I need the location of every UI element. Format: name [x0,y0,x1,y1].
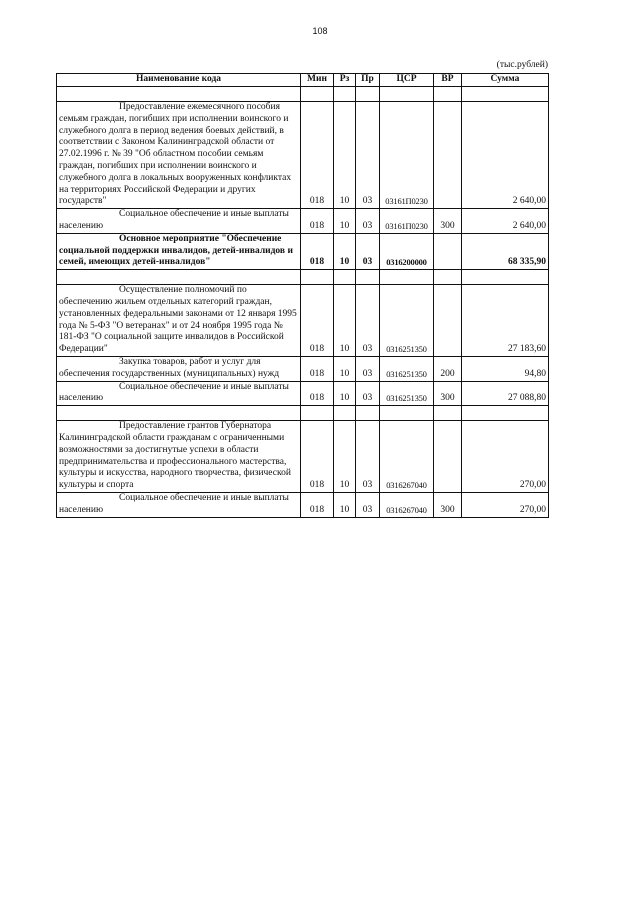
cell-rz: 10 [334,492,356,517]
table-row [57,233,549,269]
cell-sum-empty [462,270,549,285]
row-label: Предоставление ежемесячного пособия семьям граждан, погибших при исполнении воинского и служебного долга в период ведения боевых действий, в соответствии с Законом Калининградской области от 27.02.1996 г. № 39 "Об областном пособии семьям граждан, погибших при исполнении воинского и служебного долга в локальных вооруженных конфликтах на территориях Российской Федерации и других государств" [59,102,292,207]
table-row [57,285,549,357]
table-row [57,356,549,381]
cell-name [57,381,301,406]
page-number: 108 [312,26,328,36]
cell-vr [434,285,462,357]
cell-pr: 03 [356,492,380,517]
table-row [57,209,549,234]
cell-pr: 03 [356,421,380,493]
cell-csr: 0316251350 [380,381,434,406]
cell-name-empty [57,406,301,421]
row-label: Основное мероприятие "Обеспечение социальной поддержки инвалидов, детей-инвалидов и семей, имеющих детей-инвалидов" [59,233,293,268]
cell-sum: 2 640,00 [462,209,549,234]
row-label: Предоставление грантов Губернатора Калининградской области гражданам с ограниченными возможностями за достигнутые успехи в области предпринимательства и профессионального мастерства, культуры и искусства, народного творчества, физической культуры и спорта [59,421,291,491]
header-csr: ЦСР [380,74,434,87]
cell-name-empty [57,87,301,102]
cell-rz-empty [334,270,356,285]
cell-csr: 0316267040 [380,492,434,517]
cell-csr: 0316251350 [380,356,434,381]
spacer-row [57,270,549,285]
cell-csr-empty [380,87,434,102]
header-min: Мин [301,74,334,87]
header-pr: Пр [356,74,380,87]
cell-pr-empty [356,270,380,285]
cell-sum: 68 335,90 [462,233,549,269]
cell-name [57,102,301,209]
cell-rz: 10 [334,102,356,209]
row-label: Социальное обеспечение и иные выплаты населению [59,209,289,231]
cell-sum: 94,80 [462,356,549,381]
cell-min: 018 [301,102,334,209]
cell-sum: 270,00 [462,421,549,493]
row-label: Осуществление полномочий по обеспечению жильем отдельных категорий граждан, установленных федеральными законами от 12 января 1995 года № 5-ФЗ "О ветеранах" и от 24 ноября 1995 года № 181-ФЗ "О социальной защите инвалидов в Российской Федерации" [59,285,297,355]
cell-name-empty [57,270,301,285]
cell-vr [434,421,462,493]
cell-csr-empty [380,406,434,421]
cell-sum-empty [462,406,549,421]
cell-csr: 0316200000 [380,233,434,269]
cell-csr-empty [380,270,434,285]
cell-csr: 03161П0230 [380,102,434,209]
cell-min: 018 [301,209,334,234]
table-header-row [57,74,549,87]
cell-vr-empty [434,87,462,102]
cell-name [57,492,301,517]
spacer-row [57,406,549,421]
table-row [57,492,549,517]
cell-pr: 03 [356,102,380,209]
cell-vr-empty [434,406,462,421]
cell-sum: 27 183,60 [462,285,549,357]
header-name: Наименование кода [57,74,301,87]
cell-name [57,421,301,493]
cell-name [57,356,301,381]
table-row [57,381,549,406]
cell-rz: 10 [334,285,356,357]
cell-sum-empty [462,87,549,102]
cell-min-empty [301,87,334,102]
cell-rz: 10 [334,356,356,381]
cell-vr: 300 [434,209,462,234]
cell-csr: 03161П0230 [380,209,434,234]
cell-vr: 200 [434,356,462,381]
cell-rz-empty [334,406,356,421]
budget-table [56,73,549,518]
cell-pr: 03 [356,381,380,406]
table-row [57,102,549,209]
cell-sum: 2 640,00 [462,102,549,209]
row-label: Социальное обеспечение и иные выплаты населению [59,381,289,404]
cell-min-empty [301,270,334,285]
cell-min: 018 [301,356,334,381]
table-body [57,87,549,518]
spacer-row [57,87,549,102]
cell-vr: 300 [434,492,462,517]
header-sum: Сумма [462,74,549,87]
cell-csr: 0316251350 [380,285,434,357]
cell-pr-empty [356,406,380,421]
cell-pr-empty [356,87,380,102]
cell-csr: 0316267040 [380,421,434,493]
cell-sum: 270,00 [462,492,549,517]
header-vr: ВР [434,74,462,87]
cell-rz: 10 [334,381,356,406]
row-label: Закупка товаров, работ и услуг для обеспечения государственных (муниципальных) нужд [59,356,280,379]
cell-name [57,209,301,234]
cell-min: 018 [301,492,334,517]
header-rz: Рз [334,74,356,87]
cell-pr: 03 [356,209,380,234]
cell-min: 018 [301,285,334,357]
cell-pr: 03 [356,285,380,357]
cell-pr: 03 [356,233,380,269]
cell-vr-empty [434,270,462,285]
cell-rz-empty [334,87,356,102]
cell-min: 018 [301,381,334,406]
cell-pr: 03 [356,356,380,381]
cell-sum: 27 088,80 [462,381,549,406]
cell-min-empty [301,406,334,421]
cell-vr [434,102,462,209]
cell-min: 018 [301,233,334,269]
cell-rz: 10 [334,233,356,269]
cell-rz: 10 [334,421,356,493]
cell-vr: 300 [434,381,462,406]
row-label: Социальное обеспечение и иные выплаты населению [59,492,289,515]
cell-name [57,233,301,269]
cell-name [57,285,301,357]
cell-vr [434,233,462,269]
table-row [57,421,549,493]
cell-rz: 10 [334,209,356,234]
cell-min: 018 [301,421,334,493]
units-label: (тыс.рублей) [496,60,548,70]
